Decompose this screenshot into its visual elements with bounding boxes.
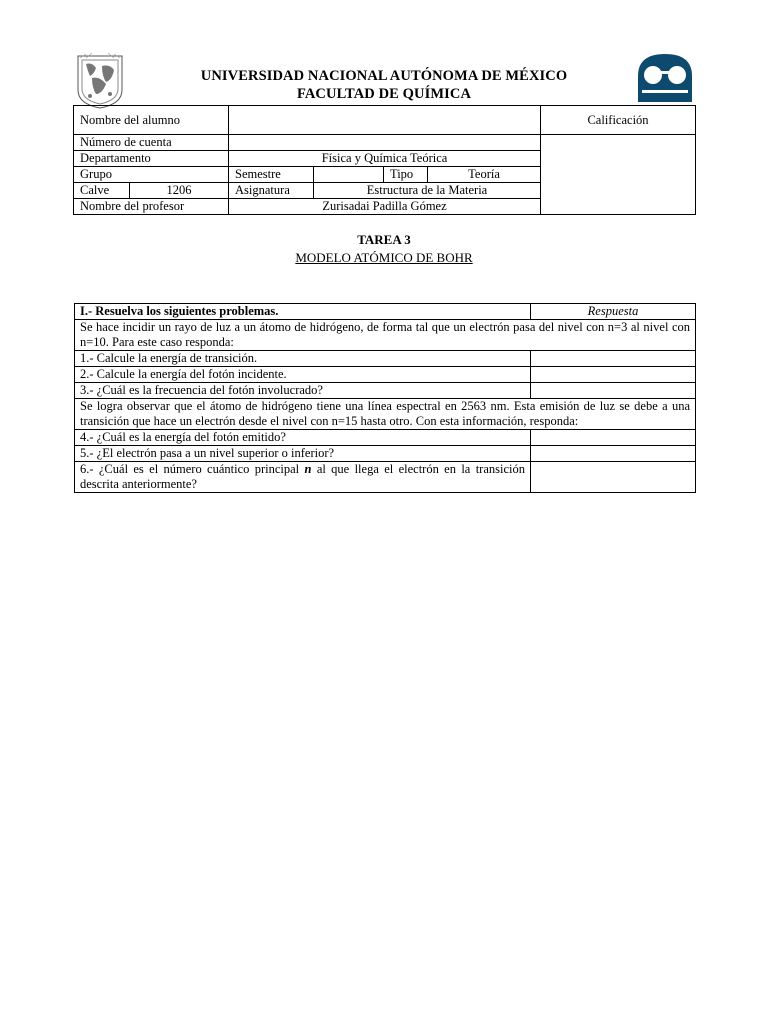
quantum-number-symbol: n — [304, 462, 312, 476]
grade-label: Calificación — [541, 106, 696, 135]
semester-label: Semestre — [229, 167, 314, 183]
problems-table — [74, 303, 696, 493]
account-number-label: Número de cuenta — [74, 135, 229, 151]
question-6-text-start: 6.- ¿Cuál es el número cuántico principal — [80, 462, 305, 476]
key-value: 1206 — [130, 183, 229, 199]
answer-6-field[interactable] — [531, 462, 696, 493]
student-info-table — [73, 105, 696, 215]
question-4: 4.- ¿Cuál es la energía del fotón emitido? — [75, 430, 531, 446]
question-1: 1.- Calcule la energía de transición. — [75, 351, 531, 367]
unam-seal-logo — [72, 50, 128, 110]
subject-label: Asignatura — [229, 183, 314, 199]
grade-field[interactable] — [541, 135, 696, 215]
department-value: Física y Química Teórica — [229, 151, 541, 167]
university-name: UNIVERSIDAD NACIONAL AUTÓNOMA DE MÉXICO — [200, 68, 568, 84]
task-subtitle: MODELO ATÓMICO DE BOHR — [295, 250, 473, 265]
answer-column-header: Respuesta — [531, 304, 696, 320]
answer-3-field[interactable] — [531, 383, 696, 399]
account-number-field[interactable] — [229, 135, 541, 151]
question-6-text-end: al que llega el electrón en la transición descrita anteriormente? — [80, 462, 525, 491]
problem-intro-1: Se hace incidir un rayo de luz a un átomo de hidrógeno, de forma tal que un electrón pasa del nivel con n=3 al nivel con n=10. Para este caso responda: — [75, 320, 696, 351]
type-label: Tipo — [384, 167, 428, 183]
semester-field[interactable] — [314, 167, 384, 183]
answer-4-field[interactable] — [531, 430, 696, 446]
department-label: Departamento — [74, 151, 229, 167]
question-5: 5.- ¿El electrón pasa a un nivel superior o inferior? — [75, 446, 531, 462]
student-name-field[interactable] — [229, 106, 541, 135]
student-name-label: Nombre del alumno — [74, 106, 229, 135]
faculty-name: FACULTAD DE QUÍMICA — [296, 86, 472, 102]
professor-value: Zurisadai Padilla Gómez — [229, 199, 541, 215]
answer-2-field[interactable] — [531, 367, 696, 383]
task-title: TAREA 3 — [357, 232, 411, 247]
faculty-logo — [634, 50, 696, 108]
type-value: Teoría — [428, 167, 541, 183]
answer-5-field[interactable] — [531, 446, 696, 462]
problem-intro-2: Se logra observar que el átomo de hidrógeno tiene una línea espectral en 2563 nm. Esta emisión de luz se debe a una transición que hace un electrón desde el nivel con n=15 hasta otro. Con esta información, responda: — [75, 399, 696, 430]
question-2: 2.- Calcule la energía del fotón incidente. — [75, 367, 531, 383]
problems-heading: I.- Resuelva los siguientes problemas. — [75, 304, 531, 320]
subject-value: Estructura de la Materia — [314, 183, 541, 199]
key-label: Calve — [74, 183, 130, 199]
question-6 — [75, 462, 531, 493]
answer-1-field[interactable] — [531, 351, 696, 367]
group-label: Grupo — [74, 167, 229, 183]
question-3: 3.- ¿Cuál es la frecuencia del fotón involucrado? — [75, 383, 531, 399]
professor-label: Nombre del profesor — [74, 199, 229, 215]
